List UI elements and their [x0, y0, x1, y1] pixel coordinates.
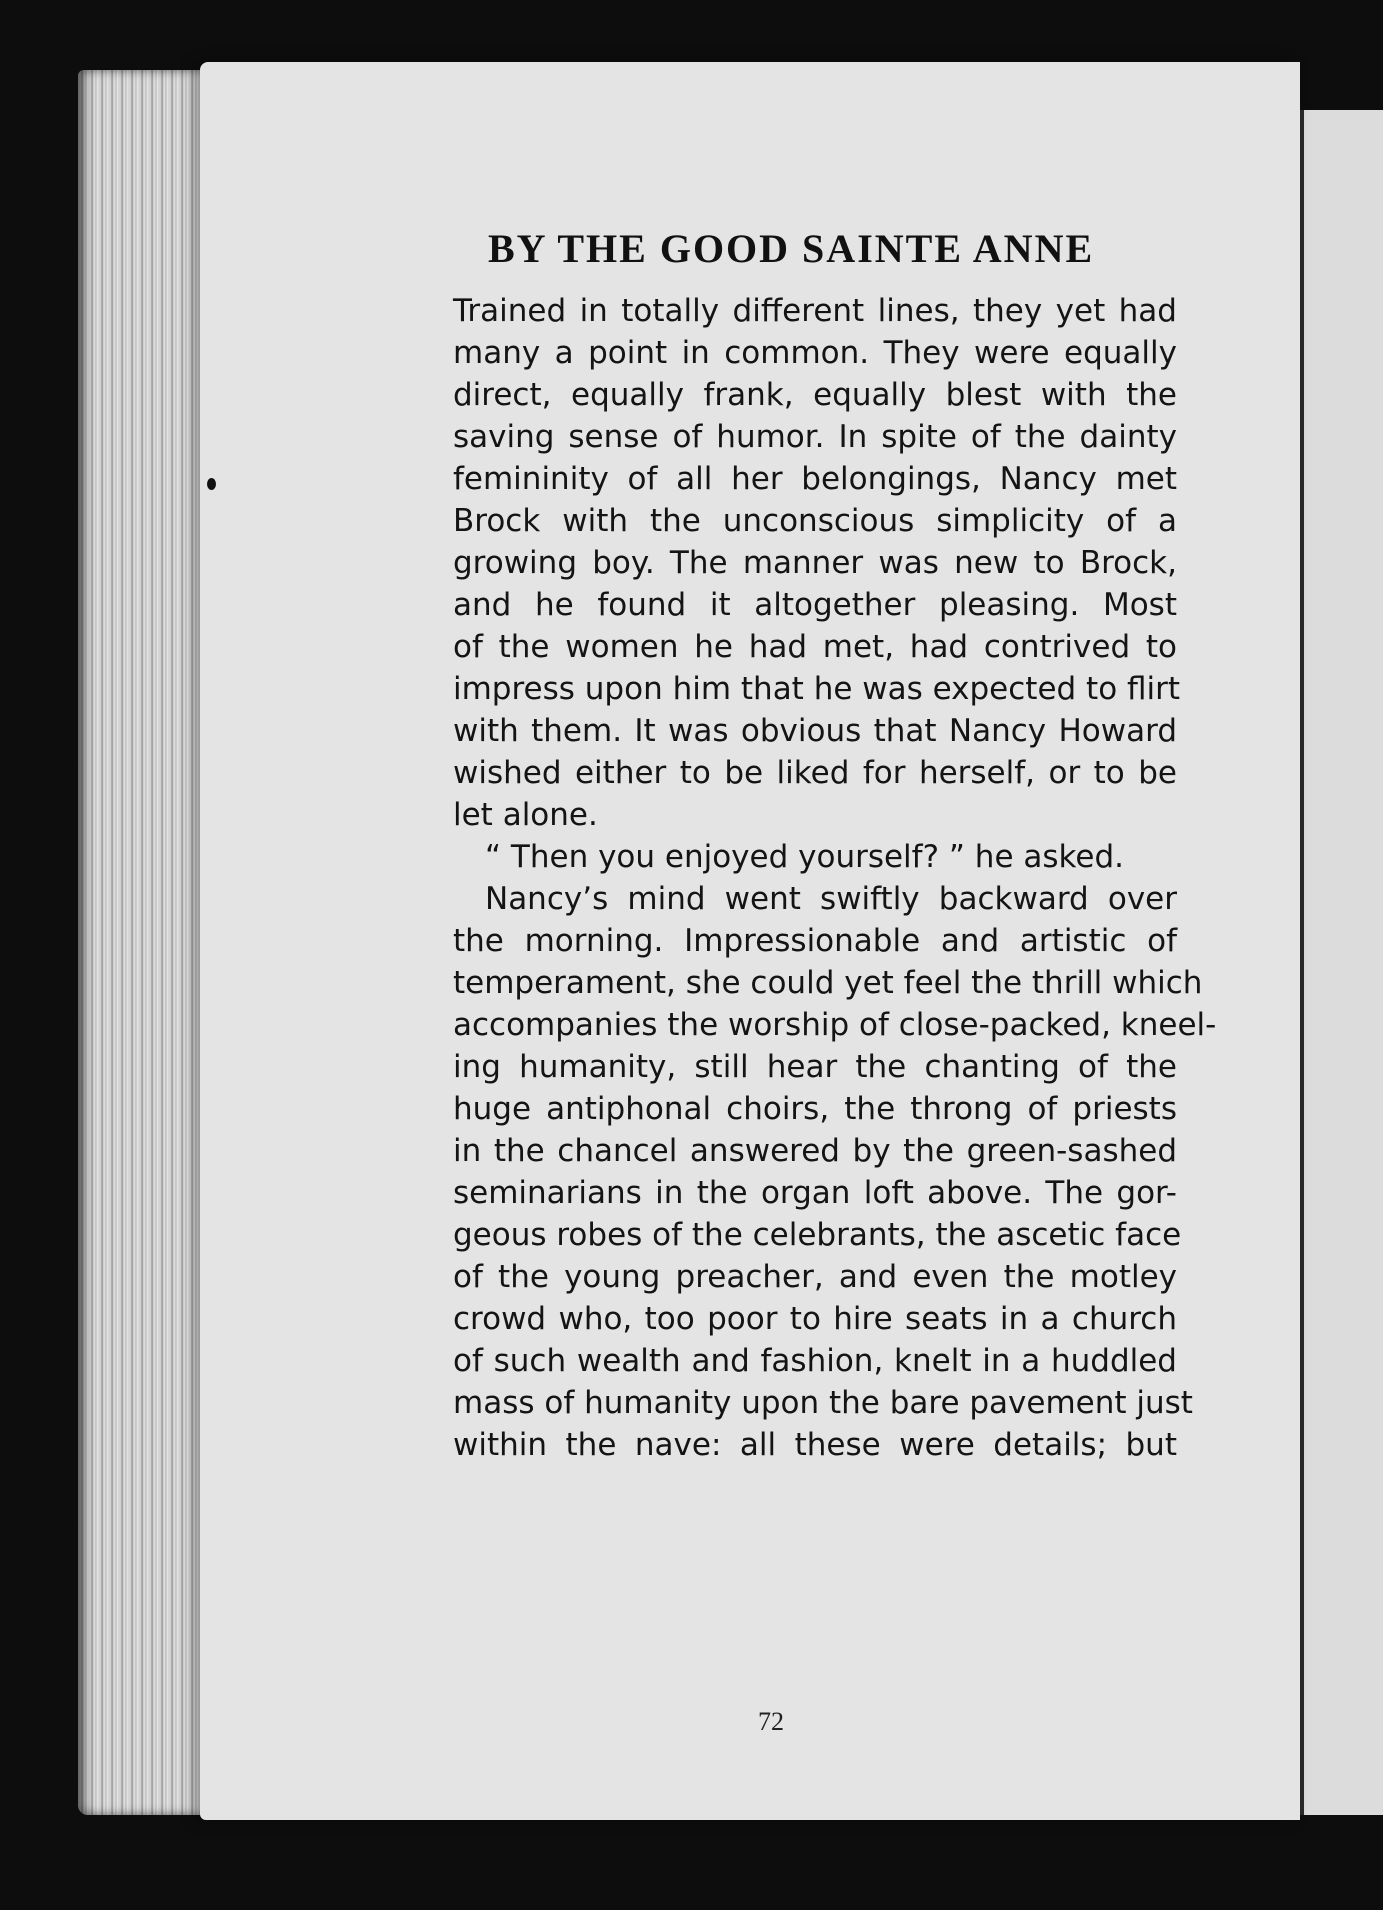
page-edges-right	[1298, 110, 1383, 1815]
body-text	[453, 290, 1217, 1466]
text-line: temperament, she could yet feel the thrill which	[453, 965, 1203, 1001]
text-line: in the chancel answered by the green-sashed	[453, 1133, 1177, 1169]
running-head: BY THE GOOD SAINTE ANNE	[488, 226, 1095, 271]
text-line: Nancy’s mind went swiftly backward over	[485, 881, 1177, 917]
text-line: within the nave: all these were details; but	[453, 1427, 1177, 1463]
text-line: many a point in common. They were equally	[453, 335, 1177, 371]
text-line: geous robes of the celebrants, the ascetic face	[453, 1217, 1182, 1253]
text-line: Brock with the unconscious simplicity of a	[453, 503, 1177, 539]
text-line: huge antiphonal choirs, the throng of priests	[453, 1091, 1177, 1127]
text-line: mass of humanity upon the bare pavement just	[453, 1385, 1193, 1421]
text-line: impress upon him that he was expected to flirt	[453, 671, 1181, 707]
text-line: and he found it altogether pleasing. Most	[453, 587, 1177, 623]
text-line: growing boy. The manner was new to Brock,	[453, 545, 1177, 581]
text-line: of such wealth and fashion, knelt in a huddled	[453, 1343, 1177, 1379]
text-line: Trained in totally different lines, they yet had	[453, 293, 1177, 329]
text-line: crowd who, too poor to hire seats in a church	[453, 1301, 1177, 1337]
text-line: ing humanity, still hear the chanting of the	[453, 1049, 1177, 1085]
page-number: 72	[758, 1707, 784, 1736]
margin-mark	[207, 478, 216, 490]
text-line: of the women he had met, had contrived to	[453, 629, 1177, 665]
text-line: wished either to be liked for herself, or to be	[453, 755, 1177, 791]
text-line: of the young preacher, and even the motley	[453, 1259, 1177, 1295]
text-line: “ Then you enjoyed yourself? ” he asked.	[485, 839, 1124, 875]
text-line: accompanies the worship of close-packed, kneel-	[453, 1007, 1217, 1043]
text-line: let alone.	[453, 797, 598, 833]
text-line: the morning. Impressionable and artistic of	[453, 923, 1177, 959]
text-line: with them. It was obvious that Nancy Howard	[453, 713, 1177, 749]
text-line: direct, equally frank, equally blest with the	[453, 377, 1177, 413]
text-line: femininity of all her belongings, Nancy met	[453, 461, 1177, 497]
text-line: saving sense of humor. In spite of the dainty	[453, 419, 1177, 455]
text-line: seminarians in the organ loft above. The gor-	[453, 1175, 1177, 1211]
